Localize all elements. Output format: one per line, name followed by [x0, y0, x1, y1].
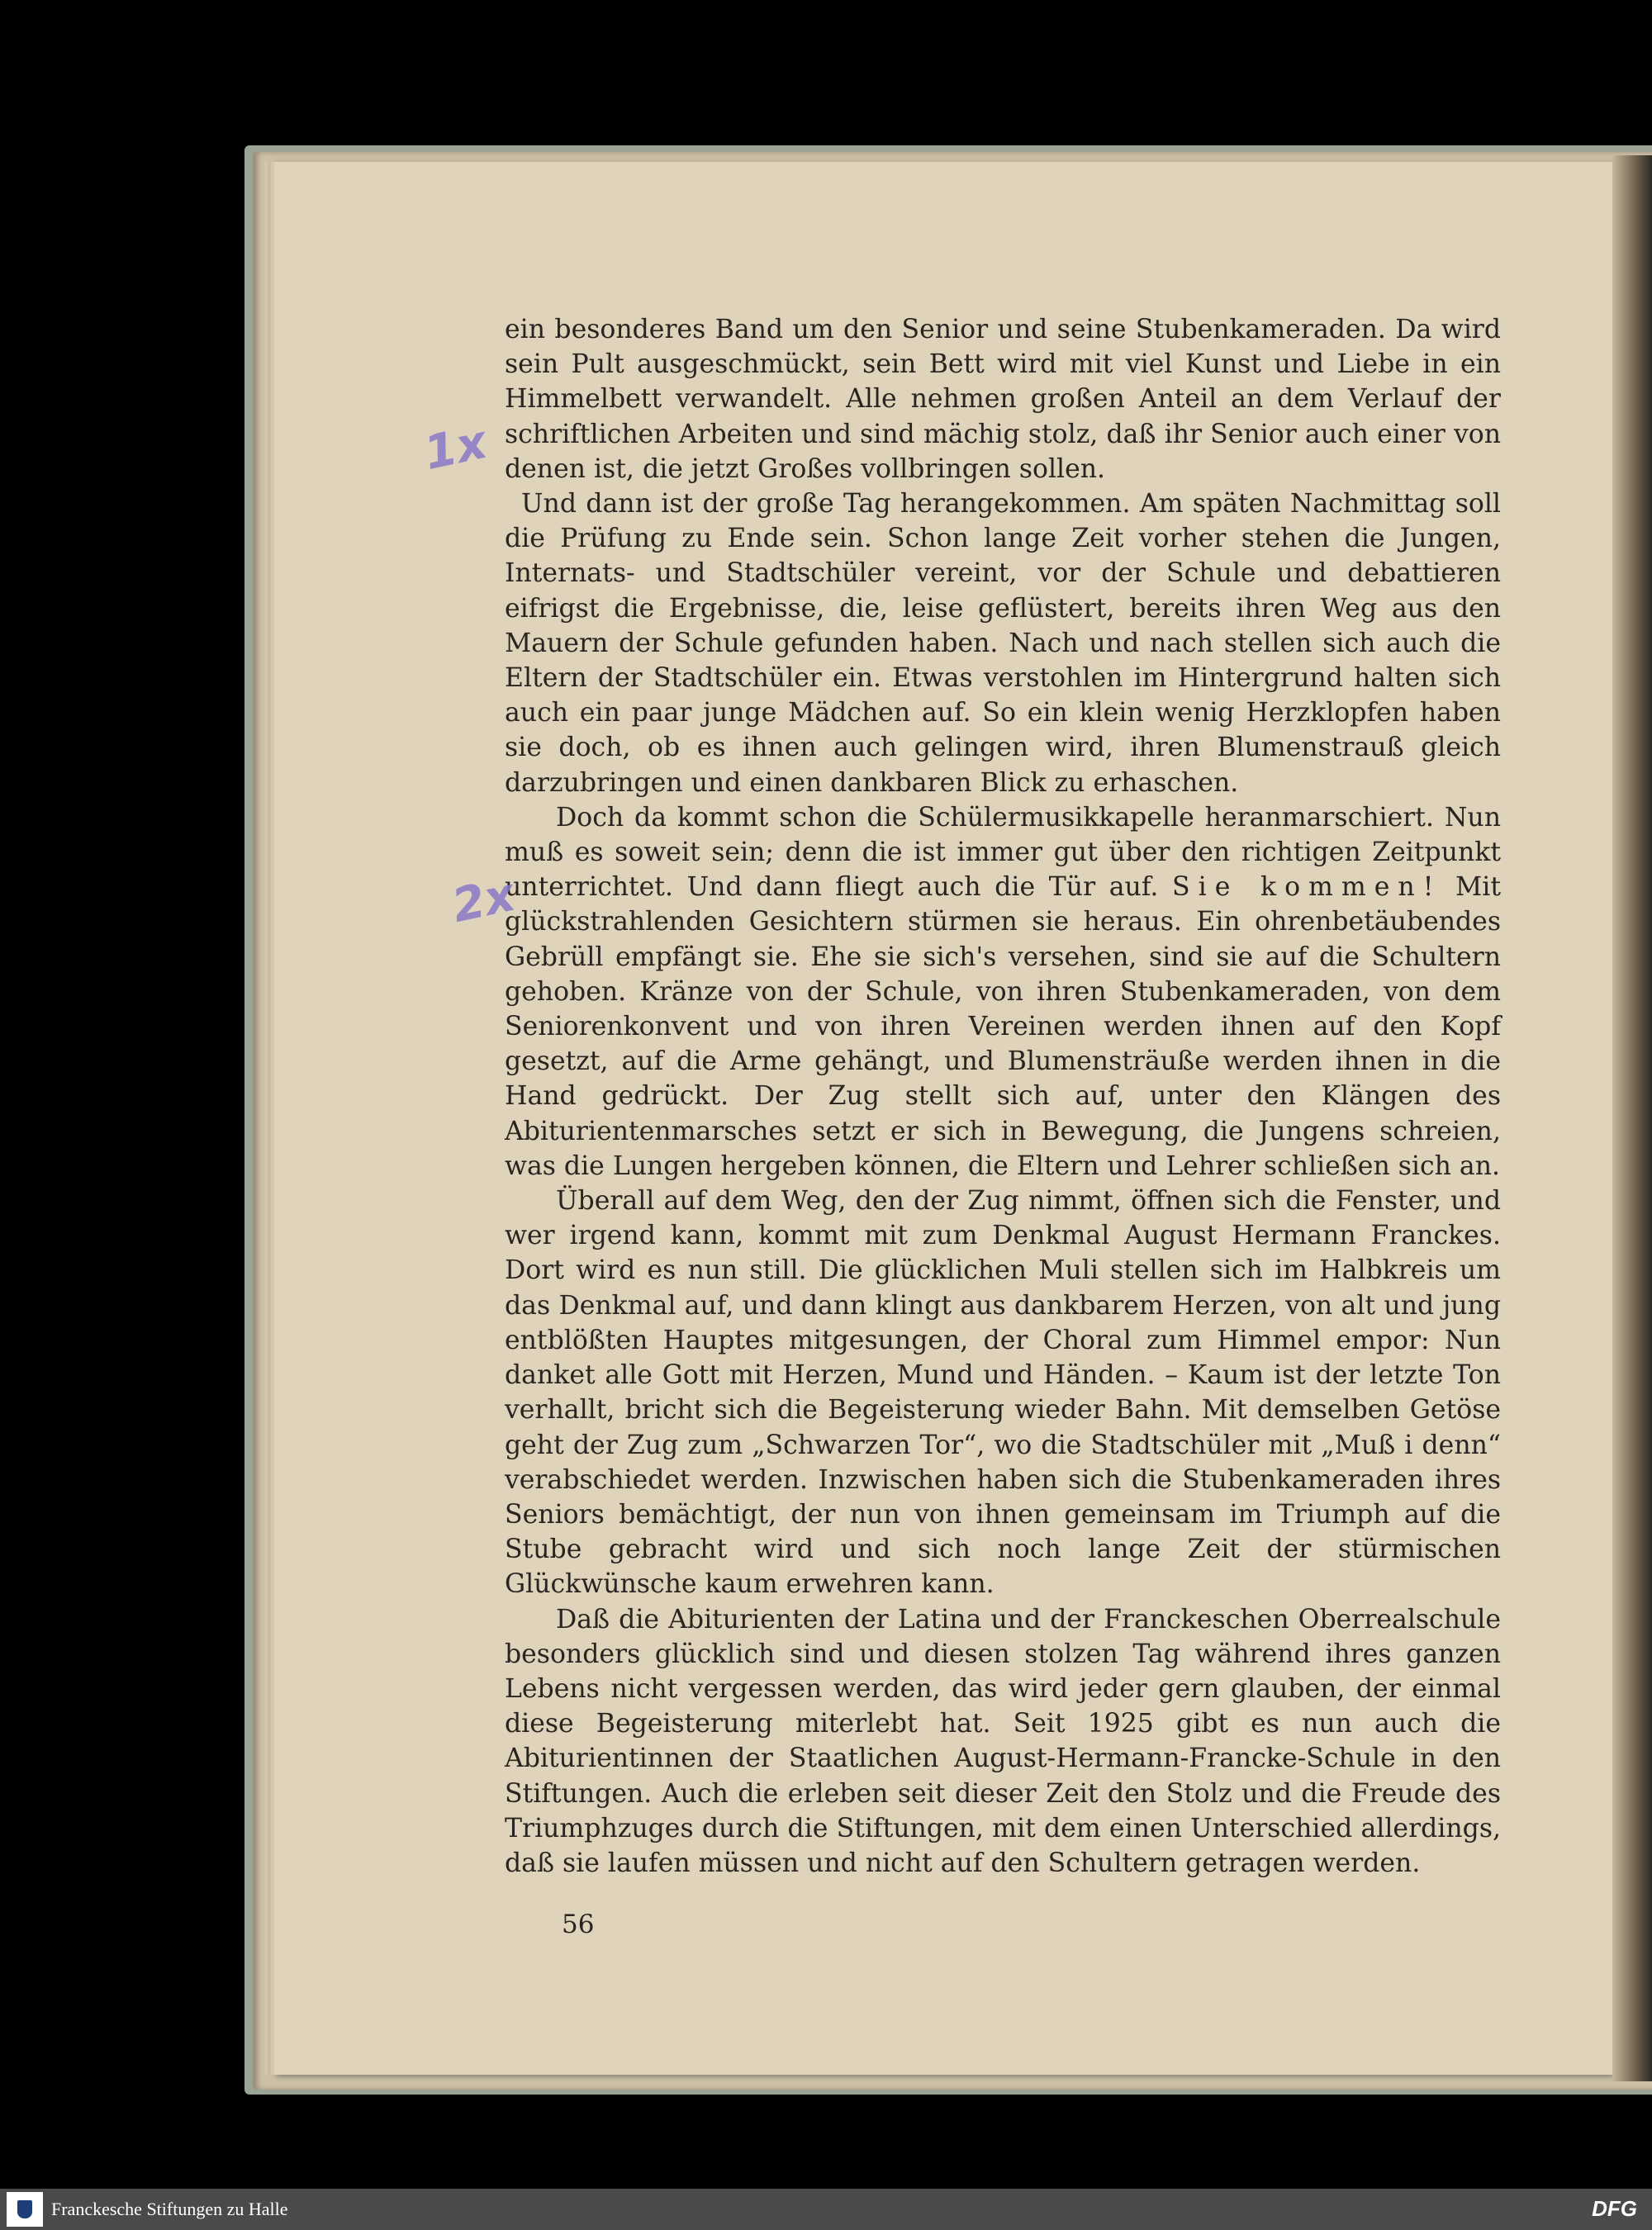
book-gutter: [1612, 155, 1652, 2081]
institution-logo-icon[interactable]: [7, 2192, 43, 2227]
viewer-footer: [0, 2189, 1652, 2230]
paragraph: Daß die Abiturienten der Latina und der Franckeschen Oberrealschule besonders glücklich sind und diesen stolzen Tag während ihres ganzen Lebens nicht vergessen werden, das wird jeder gern glauben, der einmal diese Begeisterung miterlebt hat. Seit 1925 gibt es nun auch die Abiturientinnen der Staatlichen August-Hermann-Francke-Schule in den Stiftungen. Auch die erleben seit dieser Zeit den Stolz und die Freude des Triumphzuges durch die Stiftungen, mit dem einen Unterschied allerdings, daß sie laufen müssen und nicht auf den Schultern getragen werden.: [505, 1604, 1501, 1878]
body-text: [505, 312, 1501, 1881]
paragraph: ein besonderes Band um den Senior und seine Stubenkameraden. Da wird sein Pult ausgeschmückt, sein Bett wird mit viel Kunst und Liebe in ein Himmelbett verwandelt. Alle nehmen großen Anteil an dem Verlauf der schriftlichen Arbeiten und sind mächig stolz, daß ihr Senior auch einer von denen ist, die jetzt Großes vollbringen sollen.: [505, 315, 1501, 484]
margin-annotation: 1x: [420, 415, 492, 482]
paragraph-text: Mit glückstrahlenden Gesichtern stürmen sie heraus. Ein ohrenbetäubendes Gebrüll empfängt sie. Ehe sie sich's versehen, sind sie auf die Schultern gehoben. Kränze von der Schule, von ihren Stubenkameraden, von dem Seniorenkonvent und von ihren Vereinen werden ihnen auf den Kopf gesetzt, auf die Arme gehängt, und Blumensträuße werden ihnen in die Hand gedrückt. Der Zug stellt sich auf, unter den Klängen des Abiturientenmarsches setzt er sich in Bewegung, die Jungens schreien, was die Lungen hergeben können, die Eltern und Lehrer schließen sich an.: [505, 872, 1502, 1181]
paragraph: [505, 800, 1501, 1184]
dfg-logo[interactable]: DFG: [1592, 2196, 1637, 2221]
margin-annotation: 2x: [448, 867, 520, 934]
paragraph: Überall auf dem Weg, den der Zug nimmt, öffnen sich die Fenster, und wer irgend kann, kommt mit zum Denkmal August Hermann Franckes. Dort wird es nun still. Die glücklichen Muli stellen sich im Halbkreis um das Denkmal auf, und dann klingt aus dankbarem Herzen, von alt und jung entblößten Hauptes mitgesungen, der Choral zum Himmel empor: Nun danket alle Gott mit Herzen, Mund und Händen. – Kaum ist der letzte Ton verhallt, bricht sich die Begeisterung wieder Bahn. Mit demselben Getöse geht der Zug zum „Schwarzen Tor“, wo die Stadtschüler mit „Muß i denn“ verabschiedet werden. Inzwischen haben sich die Stubenkameraden ihres Seniors bemächtigt, der nun von ihnen gemeinsam im Triumph auf die Stube gebracht wird und sich noch lange Zeit der stürmischen Glückwünsche kaum erwehren kann.: [505, 1186, 1501, 1600]
paragraph-text: Doch da kommt schon die Schülermusikkapelle heranmarschiert. Nun muß es soweit sein; denn die ist immer gut über den richtigen Zeitpunkt unterrichtet. Und dann fliegt auch die Tür auf.: [505, 802, 1501, 903]
page-number: 56: [562, 1910, 595, 1939]
crest-icon: [17, 2200, 32, 2218]
paragraph: Und dann ist der große Tag herangekommen. Am späten Nachmittag soll die Prüfung zu Ende sein. Schon lange Zeit vorher stehen die Jungen, Internats- und Stadtschüler vereint, vor der Schule und debattieren eifrigst die Ergebnisse, die, leise geflüstert, bereits ihren Weg aus den Mauern der Schule gefunden haben. Nach und nach stellen sich auch die Eltern der Stadtschüler ein. Etwas verstohlen im Hintergrund halten sich auch ein paar junge Mädchen auf. So ein klein wenig Herzklopfen haben sie doch, ob es ihnen auch gelingen wird, ihren Blumenstrauß gleich darzubringen und einen dankbaren Blick zu erhaschen.: [505, 489, 1501, 798]
emphasis-text: Sie kommen!: [1172, 872, 1442, 903]
institution-name[interactable]: Franckesche Stiftungen zu Halle: [51, 2199, 288, 2219]
